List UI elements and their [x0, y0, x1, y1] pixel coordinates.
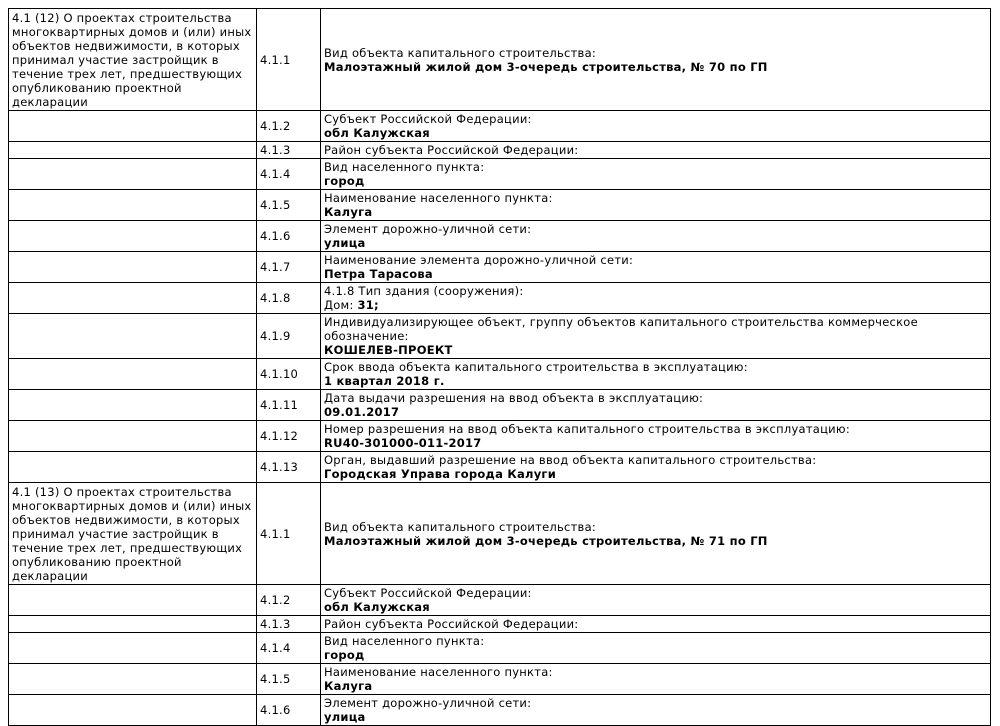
section-description-empty-cell [9, 359, 257, 390]
row-code: 4.1.6 [260, 703, 291, 717]
row-value-text: Калуга [324, 679, 373, 693]
section-description-empty-cell [9, 221, 257, 252]
row-value [324, 174, 987, 188]
row-code-cell [257, 483, 321, 585]
row-content-cell [321, 221, 991, 252]
row-label: 4.1.8 Тип здания (сооружения): [324, 284, 524, 298]
row-label: Номер разрешения на ввод объекта капитального строительства в эксплуатацию: [324, 422, 850, 436]
row-code-cell [257, 283, 321, 314]
row-content-cell [321, 585, 991, 616]
row-content-cell [321, 483, 991, 585]
row-value [324, 374, 987, 388]
section-description-empty-cell [9, 585, 257, 616]
table-row [9, 633, 991, 664]
table-row [9, 421, 991, 452]
row-value [324, 648, 987, 662]
row-code-cell [257, 390, 321, 421]
row-content-cell [321, 9, 991, 111]
row-content-cell [321, 142, 991, 159]
page [8, 8, 992, 726]
row-code-cell [257, 452, 321, 483]
row-code-cell [257, 111, 321, 142]
row-label: Субъект Российской Федерации: [324, 112, 532, 126]
row-value [324, 436, 987, 450]
section-description-empty-cell [9, 111, 257, 142]
row-value-text: 09.01.2017 [324, 405, 400, 419]
row-content-cell [321, 359, 991, 390]
row-value [324, 534, 987, 548]
row-code: 4.1.9 [260, 329, 291, 343]
table-row [9, 142, 991, 159]
row-code: 4.1.8 [260, 291, 291, 305]
row-label: Район субъекта Российской Федерации: [324, 143, 579, 157]
table-row [9, 252, 991, 283]
row-value-text: Малоэтажный жилой дом 3-очередь строительства, № 70 по ГП [324, 59, 768, 74]
row-value-text: улица [324, 710, 366, 724]
section-description-cell [9, 483, 257, 585]
row-value [324, 60, 987, 74]
section-description-empty-cell [9, 159, 257, 190]
section-description-empty-cell [9, 664, 257, 695]
row-content-cell [321, 314, 991, 359]
section-description: 4.1 (13) О проектах строительства многоквартирных домов и (или) иных объектов недвижимости, в которых принимал участие застройщик в течение трех лет, предшествующих опубликованию проектной декларации [12, 485, 252, 583]
table-row [9, 221, 991, 252]
table-row [9, 9, 991, 111]
section-description-empty-cell [9, 314, 257, 359]
row-value-text: город [324, 648, 365, 662]
row-label: Наименование населенного пункта: [324, 191, 553, 205]
row-value-text: Малоэтажный жилой дом 3-очередь строительства, № 71 по ГП [324, 533, 768, 548]
row-code: 4.1.3 [260, 143, 291, 157]
row-label: Субъект Российской Федерации: [324, 586, 532, 600]
row-code: 4.1.6 [260, 229, 291, 243]
row-code-cell [257, 252, 321, 283]
row-value-text: КОШЕЛЕВ-ПРОЕКТ [324, 343, 453, 357]
row-code-cell [257, 664, 321, 695]
table-row [9, 190, 991, 221]
row-code-cell [257, 421, 321, 452]
row-value-text: обл Калужская [324, 126, 430, 140]
table-row [9, 314, 991, 359]
row-code-cell [257, 159, 321, 190]
row-label: Элемент дорожно-уличной сети: [324, 222, 532, 236]
table-row [9, 452, 991, 483]
row-value [324, 679, 987, 693]
section-description-empty-cell [9, 390, 257, 421]
row-content-cell [321, 452, 991, 483]
row-code: 4.1.2 [260, 119, 291, 133]
section-description: 4.1 (12) О проектах строительства многоквартирных домов и (или) иных объектов недвижимости, в которых принимал участие застройщик в течение трех лет, предшествующих опубликованию проектной декларации [12, 11, 252, 109]
table-row [9, 283, 991, 314]
row-label: Район субъекта Российской Федерации: [324, 617, 579, 631]
row-value-text: Городская Управа города Калуги [324, 467, 557, 481]
row-value-text: город [324, 174, 365, 188]
row-code: 4.1.5 [260, 198, 291, 212]
section-description-empty-cell [9, 695, 257, 726]
declaration-table-body [9, 9, 991, 726]
table-row [9, 483, 991, 585]
section-description-empty-cell [9, 142, 257, 159]
row-label: Вид объекта капитального строительства: [324, 519, 596, 534]
row-code-cell [257, 142, 321, 159]
row-code-cell [257, 616, 321, 633]
row-code-cell [257, 314, 321, 359]
row-code-cell [257, 221, 321, 252]
row-label: Индивидуализирующее объект, группу объектов капитального строительства коммерческое обозначение: [324, 315, 918, 343]
row-label: Вид населенного пункта: [324, 634, 485, 648]
section-description-empty-cell [9, 421, 257, 452]
row-content-cell [321, 421, 991, 452]
row-code-cell [257, 633, 321, 664]
section-description-empty-cell [9, 190, 257, 221]
row-value-text: Калуга [324, 205, 373, 219]
row-code-cell [257, 9, 321, 111]
row-value [324, 405, 987, 419]
row-code: 4.1.10 [260, 367, 299, 381]
table-row [9, 111, 991, 142]
table-row [9, 664, 991, 695]
row-value [324, 205, 987, 219]
row-code-cell [257, 585, 321, 616]
row-code: 4.1.4 [260, 167, 291, 181]
row-value-text: 1 квартал 2018 г. [324, 374, 445, 388]
table-row [9, 359, 991, 390]
row-value-text: RU40-301000-011-2017 [324, 436, 482, 450]
section-description-cell [9, 9, 257, 111]
row-value [324, 600, 987, 614]
row-label: Вид населенного пункта: [324, 160, 485, 174]
section-description-empty-cell [9, 283, 257, 314]
declaration-table [8, 8, 991, 726]
row-code: 4.1.4 [260, 641, 291, 655]
row-content-cell [321, 390, 991, 421]
table-row [9, 616, 991, 633]
row-value-text: улица [324, 236, 366, 250]
row-value [324, 236, 987, 250]
table-row [9, 390, 991, 421]
section-description-empty-cell [9, 252, 257, 283]
row-content-cell [321, 695, 991, 726]
row-value [324, 267, 987, 281]
row-value-text: обл Калужская [324, 600, 430, 614]
table-row [9, 159, 991, 190]
row-label: Срок ввода объекта капитального строительства в эксплуатацию: [324, 360, 748, 374]
row-label: Элемент дорожно-уличной сети: [324, 696, 532, 710]
row-value-text: 31; [357, 298, 379, 312]
row-code: 4.1.13 [260, 460, 299, 474]
row-value [324, 467, 987, 481]
row-label: Орган, выдавший разрешение на ввод объекта капитального строительства: [324, 453, 817, 467]
row-code: 4.1.11 [260, 398, 299, 412]
row-code: 4.1.7 [260, 260, 291, 274]
row-value-prefix: Дом: [324, 298, 358, 312]
table-row [9, 585, 991, 616]
section-description-empty-cell [9, 616, 257, 633]
row-content-cell [321, 664, 991, 695]
section-description-empty-cell [9, 633, 257, 664]
row-label: Наименование элемента дорожно-уличной сети: [324, 253, 634, 267]
row-code: 4.1.3 [260, 617, 291, 631]
row-content-cell [321, 633, 991, 664]
row-value [324, 343, 987, 357]
row-content-cell [321, 159, 991, 190]
row-code: 4.1.2 [260, 593, 291, 607]
row-content-cell [321, 283, 991, 314]
row-code: 4.1.1 [260, 52, 291, 67]
row-code-cell [257, 695, 321, 726]
section-description-empty-cell [9, 452, 257, 483]
row-label: Наименование населенного пункта: [324, 665, 553, 679]
table-row [9, 695, 991, 726]
row-code: 4.1.5 [260, 672, 291, 686]
row-code-cell [257, 359, 321, 390]
row-value [324, 710, 987, 724]
row-value [324, 298, 987, 312]
row-content-cell [321, 190, 991, 221]
row-label: Вид объекта капитального строительства: [324, 45, 596, 60]
row-code: 4.1.12 [260, 429, 299, 443]
row-value-text: Петра Тарасова [324, 267, 433, 281]
row-code: 4.1.1 [260, 526, 291, 541]
row-content-cell [321, 252, 991, 283]
row-content-cell [321, 111, 991, 142]
row-code-cell [257, 190, 321, 221]
row-content-cell [321, 616, 991, 633]
row-value [324, 126, 987, 140]
row-label: Дата выдачи разрешения на ввод объекта в эксплуатацию: [324, 391, 704, 405]
